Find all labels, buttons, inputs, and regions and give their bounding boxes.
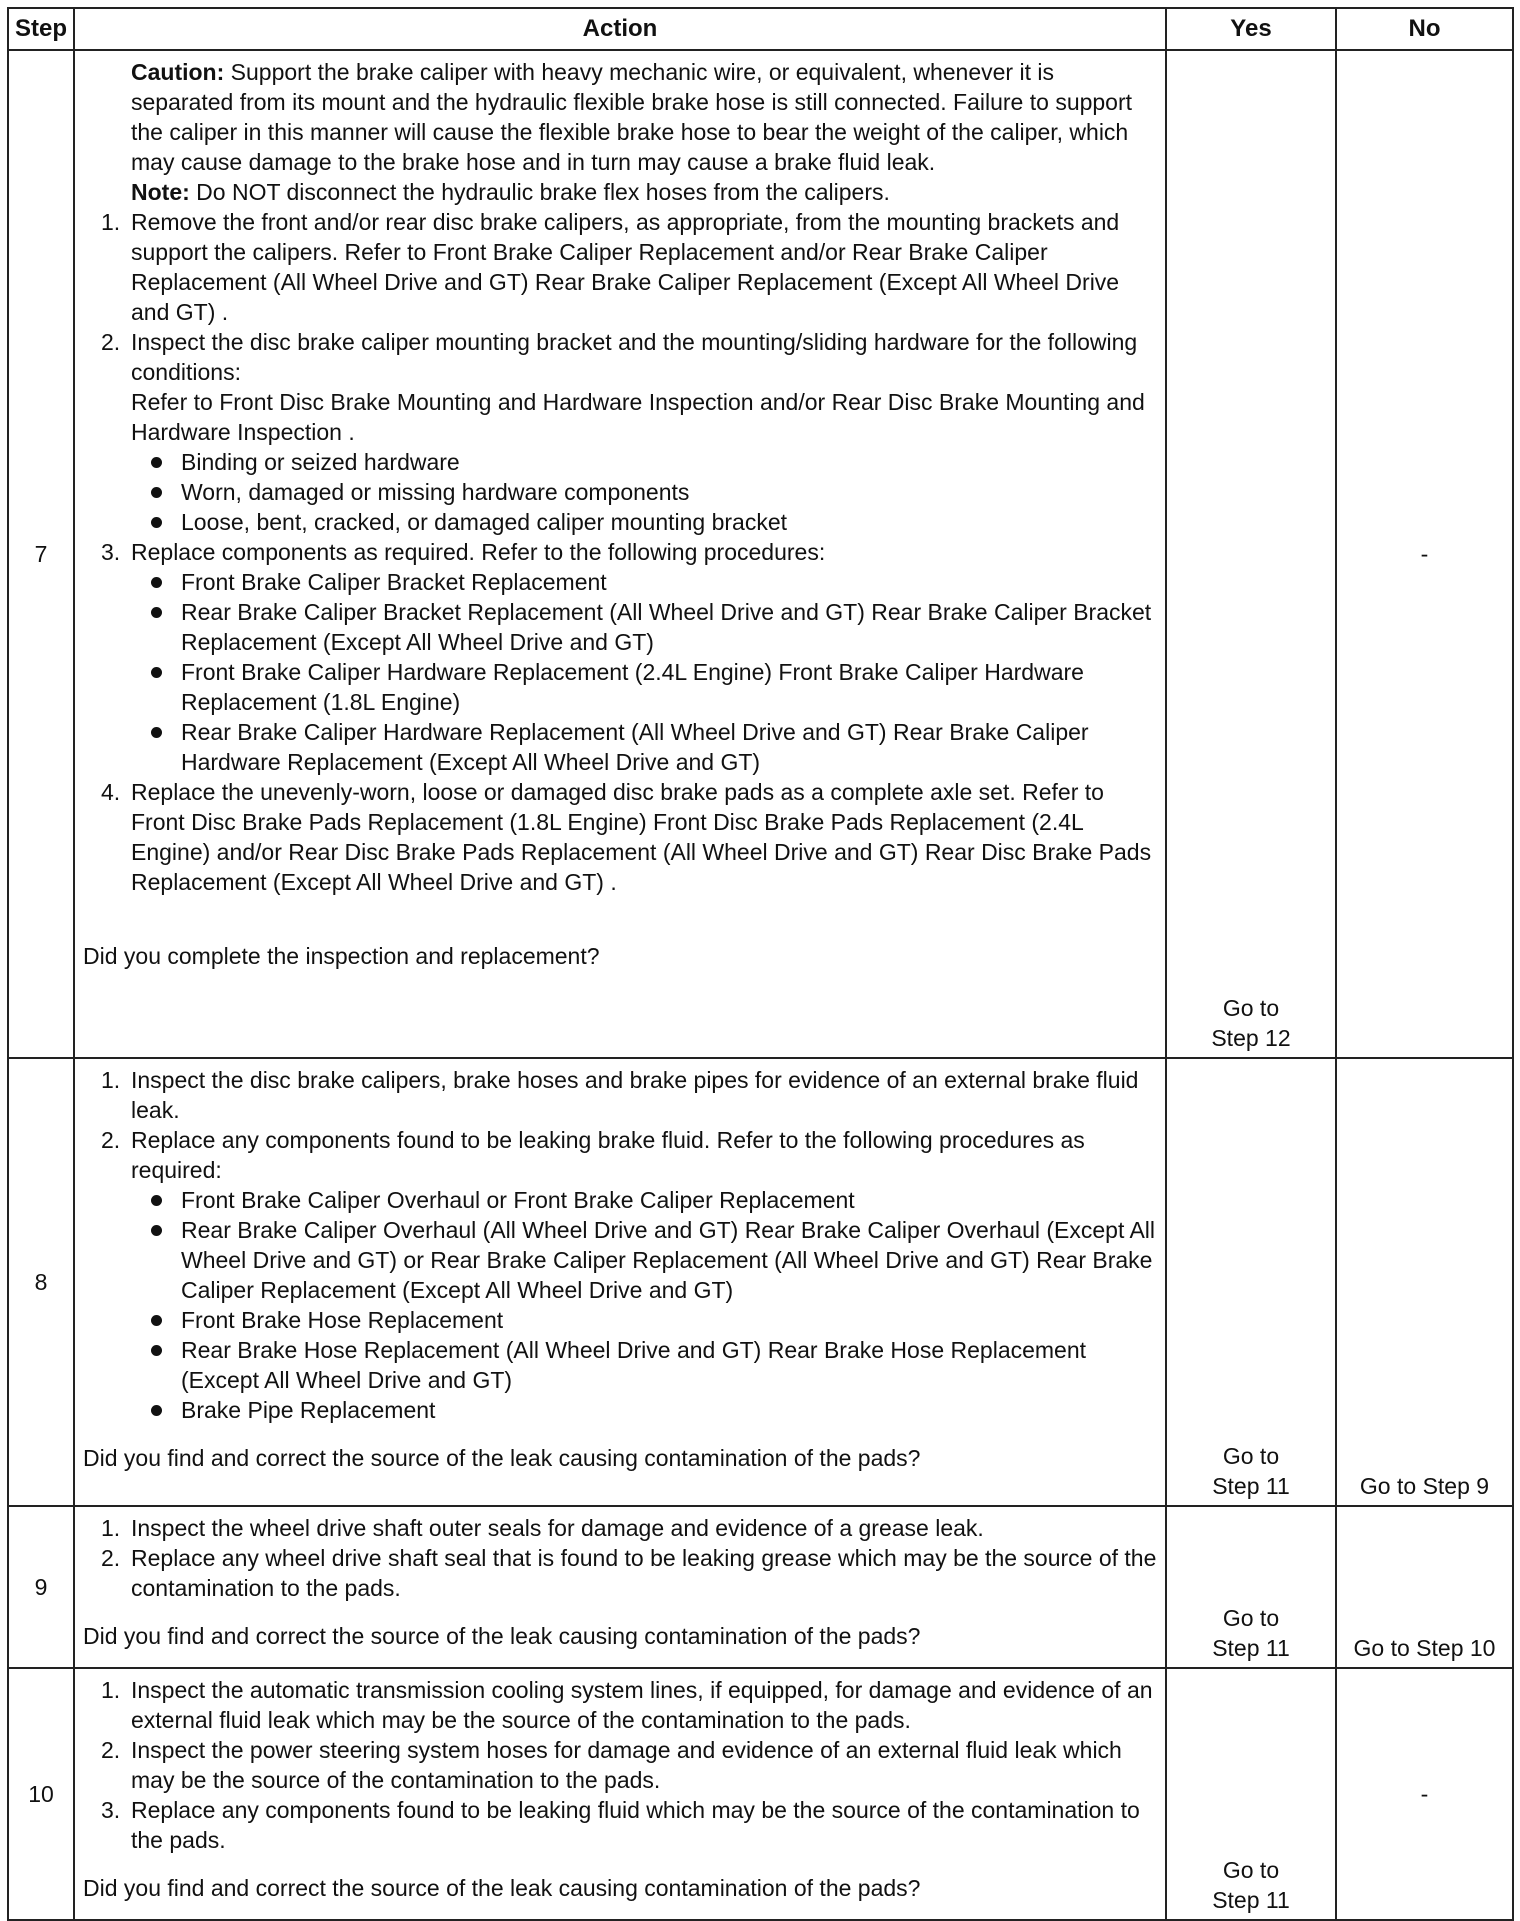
bullet-item: Rear Brake Caliper Bracket Replacement (All Wheel Drive and GT) Rear Brake Caliper Bracket Replacement (Except All Wheel Drive and GT) bbox=[83, 597, 1157, 657]
step-number: 9 bbox=[8, 1506, 74, 1668]
bullet-item: Rear Brake Caliper Hardware Replacement (All Wheel Drive and GT) Rear Brake Caliper Hardware Replacement (Except All Wheel Drive and GT) bbox=[83, 717, 1157, 777]
caution-note bbox=[83, 57, 1157, 177]
yes-cell: Go to Step 11 bbox=[1166, 1506, 1336, 1668]
list-item: 2. Replace any components found to be leaking brake fluid. Refer to the following procedures as required: bbox=[101, 1127, 1085, 1183]
table-row-step-8 bbox=[8, 1058, 1513, 1506]
question-text: Did you find and correct the source of the leak causing contamination of the pads? bbox=[83, 1445, 921, 1471]
no-cell: - bbox=[1336, 1668, 1513, 1920]
note-label: Note: bbox=[131, 179, 190, 205]
question-text: Did you find and correct the source of the leak causing contamination of the pads? bbox=[83, 1623, 921, 1649]
step-number: 8 bbox=[8, 1058, 74, 1506]
bullet-item: Front Brake Caliper Overhaul or Front Brake Caliper Replacement bbox=[83, 1185, 1157, 1215]
yes-cell: Go to Step 12 bbox=[1166, 50, 1336, 1058]
action-cell bbox=[74, 1506, 1166, 1668]
reference-text: Refer to Front Disc Brake Mounting and Hardware Inspection and/or Rear Disc Brake Mounting and Hardware Inspection . bbox=[131, 389, 1145, 445]
no-cell: - bbox=[1336, 50, 1513, 1058]
list-item: 1. Inspect the disc brake calipers, brake hoses and brake pipes for evidence of an external brake fluid leak. bbox=[101, 1067, 1139, 1123]
diagnostic-table bbox=[7, 7, 1514, 1921]
caution-label: Caution: bbox=[131, 59, 225, 85]
no-cell: Go to Step 9 bbox=[1336, 1058, 1513, 1506]
step-number: 7 bbox=[8, 50, 74, 1058]
yes-cell: Go to Step 11 bbox=[1166, 1058, 1336, 1506]
header-yes: Yes bbox=[1166, 8, 1336, 50]
list-item: 1. Inspect the automatic transmission cooling system lines, if equipped, for damage and evidence of an external fluid leak which may be the source of the contamination to the pads. bbox=[101, 1677, 1153, 1733]
table-row-step-7 bbox=[8, 50, 1513, 1058]
list-item: 2. Inspect the power steering system hoses for damage and evidence of an external fluid leak which may be the source of the contamination to the pads. bbox=[101, 1737, 1122, 1793]
list-item: 1. Inspect the wheel drive shaft outer seals for damage and evidence of a grease leak. bbox=[101, 1515, 984, 1541]
bullet-item: Front Brake Caliper Hardware Replacement (2.4L Engine) Front Brake Caliper Hardware Replacement (1.8L Engine) bbox=[83, 657, 1157, 717]
header-row bbox=[8, 8, 1513, 50]
step-number: 10 bbox=[8, 1668, 74, 1920]
action-cell bbox=[74, 50, 1166, 1058]
no-cell: Go to Step 10 bbox=[1336, 1506, 1513, 1668]
bullet-item: Front Brake Hose Replacement bbox=[83, 1305, 1157, 1335]
note bbox=[83, 177, 1157, 207]
action-cell bbox=[74, 1058, 1166, 1506]
list-item: 3. Replace any components found to be leaking fluid which may be the source of the contamination to the pads. bbox=[101, 1797, 1140, 1853]
header-step: Step bbox=[8, 8, 74, 50]
list-item: 4. Replace the unevenly-worn, loose or damaged disc brake pads as a complete axle set. Refer to Front Disc Brake Pads Replacement (1.8L Engine) Front Disc Brake Pads Replacement (2.4L Engine) and/or Rear Disc Brake Pads Replacement (All Wheel Drive and GT) Rear Disc Brake Pads Replacement (Except All Wheel Drive and GT) . bbox=[101, 779, 1152, 895]
table-row-step-9 bbox=[8, 1506, 1513, 1668]
list-item: 1. Remove the front and/or rear disc brake calipers, as appropriate, from the mounting brackets and support the calipers. Refer to Front Brake Caliper Replacement and/or Rear Brake Caliper Replacement (All Wheel Drive and GT) Rear Brake Caliper Replacement (Except All Wheel Drive and GT) . bbox=[101, 209, 1120, 325]
header-action: Action bbox=[74, 8, 1166, 50]
question-text: Did you find and correct the source of the leak causing contamination of the pads? bbox=[83, 1875, 921, 1901]
bullet-item: Worn, damaged or missing hardware components bbox=[83, 477, 1157, 507]
list-item: 2. Inspect the disc brake caliper mounting bracket and the mounting/sliding hardware for the following conditions: bbox=[101, 329, 1138, 385]
bullet-item: Rear Brake Hose Replacement (All Wheel Drive and GT) Rear Brake Hose Replacement (Except All Wheel Drive and GT) bbox=[83, 1335, 1157, 1395]
yes-cell: Go to Step 11 bbox=[1166, 1668, 1336, 1920]
action-cell bbox=[74, 1668, 1166, 1920]
header-no: No bbox=[1336, 8, 1513, 50]
list-item: 2. Replace any wheel drive shaft seal that is found to be leaking grease which may be the source of the contamination to the pads. bbox=[101, 1545, 1157, 1601]
question-text: Did you complete the inspection and replacement? bbox=[83, 943, 600, 969]
caution-text: Support the brake caliper with heavy mechanic wire, or equivalent, whenever it is separated from its mount and the hydraulic flexible brake hose is still connected. Failure to support the caliper in this manner will cause the flexible brake hose to bear the weight of the caliper, which may cause damage to the brake hose and in turn may cause a brake fluid leak. bbox=[131, 59, 1133, 175]
list-item: 3. Replace components as required. Refer to the following procedures: bbox=[101, 539, 826, 565]
bullet-item: Front Brake Caliper Bracket Replacement bbox=[83, 567, 1157, 597]
bullet-item: Brake Pipe Replacement bbox=[83, 1395, 1157, 1425]
bullet-item: Loose, bent, cracked, or damaged caliper mounting bracket bbox=[83, 507, 1157, 537]
note-text: Do NOT disconnect the hydraulic brake flex hoses from the calipers. bbox=[189, 179, 890, 205]
table-row-step-10 bbox=[8, 1668, 1513, 1920]
bullet-item: Binding or seized hardware bbox=[83, 447, 1157, 477]
bullet-item: Rear Brake Caliper Overhaul (All Wheel Drive and GT) Rear Brake Caliper Overhaul (Except All Wheel Drive and GT) or Rear Brake Caliper Replacement (All Wheel Drive and GT) Rear Brake Caliper Replacement (Except All Wheel Drive and GT) bbox=[83, 1215, 1157, 1305]
